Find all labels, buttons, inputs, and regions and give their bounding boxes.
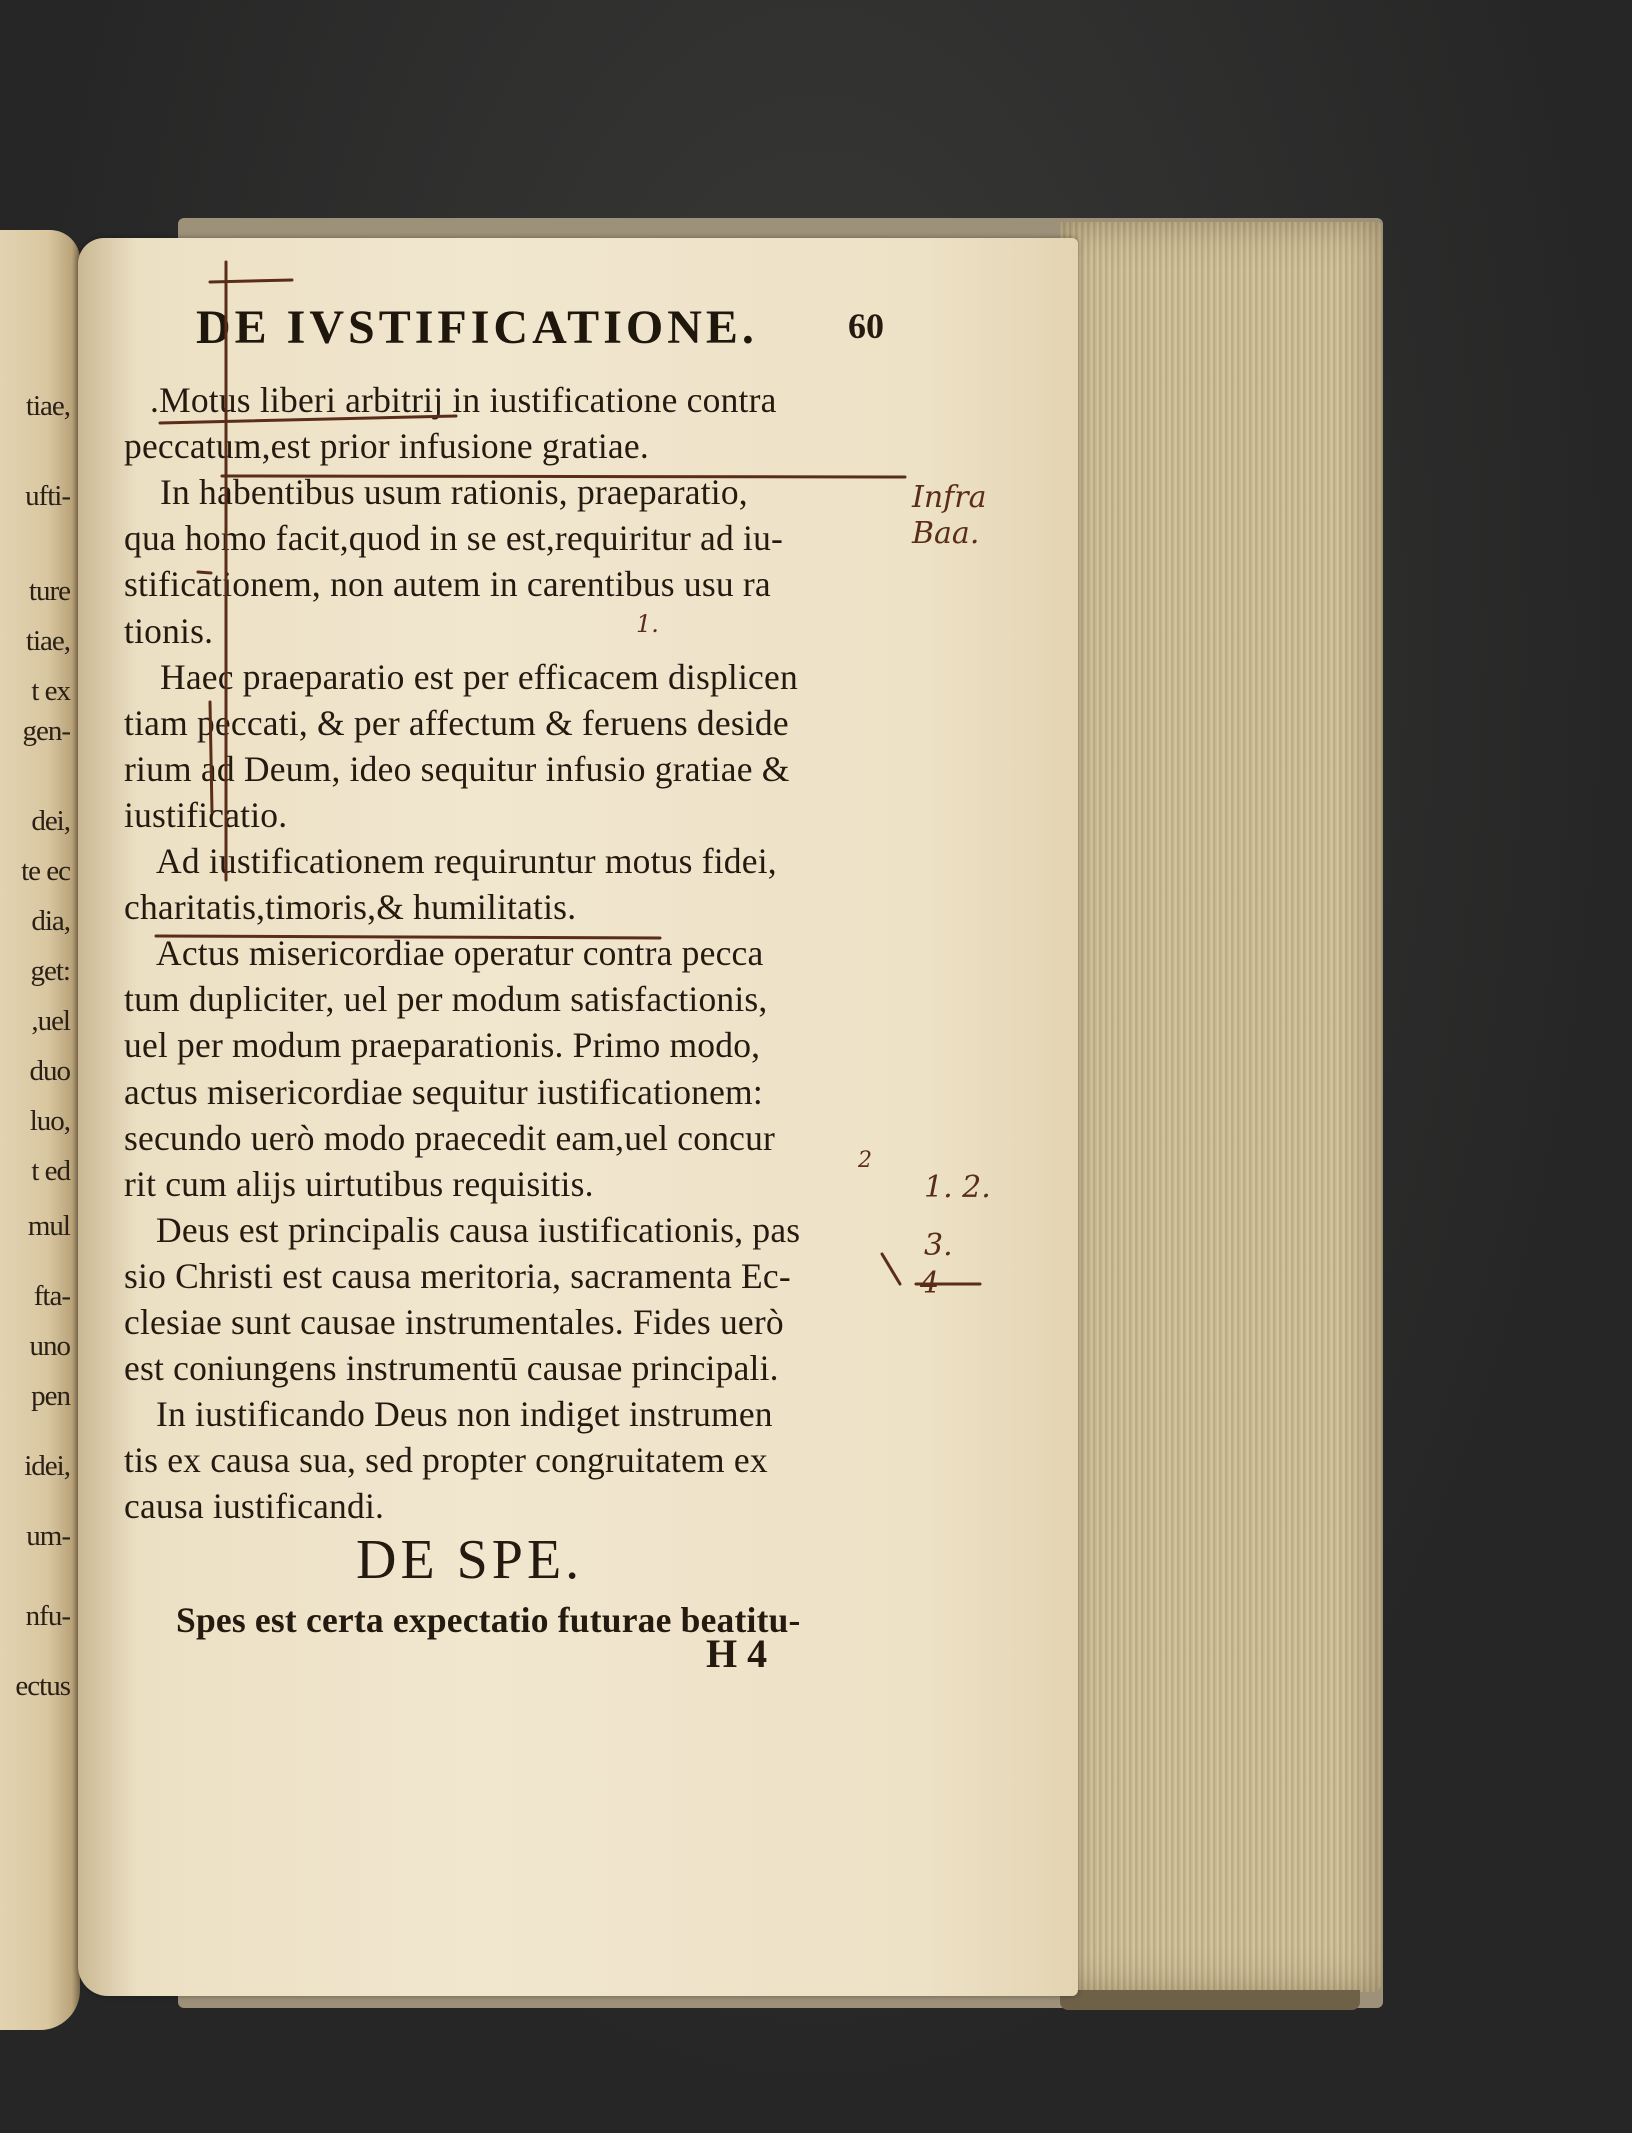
body-line: tionis. xyxy=(124,610,214,651)
left-page-fragment: uno xyxy=(29,1330,70,1362)
body-line: Deus est principalis causa iustificationis, pas xyxy=(156,1209,801,1250)
section-first-line: Spes est certa expectatio futurae beatitu- xyxy=(176,1600,801,1640)
signature-mark: H 4 xyxy=(706,1631,768,1676)
left-page-fragment: tiae, xyxy=(25,625,70,657)
body-line: charitatis,timoris,& humilitatis. xyxy=(124,887,577,928)
body-line: iustificatio. xyxy=(124,794,288,835)
interlinear-note-1: 1. xyxy=(636,610,659,638)
ink-underline-1 xyxy=(160,416,456,423)
interlinear-note-2: 2 xyxy=(858,1148,872,1173)
left-page-fragment: gen- xyxy=(22,715,70,747)
left-page-fragment: mul xyxy=(27,1210,70,1242)
body-line: uel per modum praeparationis. Primo modo, xyxy=(124,1025,761,1066)
body-line: actus misericordiae sequitur iustificationem: xyxy=(124,1071,763,1112)
ink-strike-1 xyxy=(156,936,660,938)
left-page-fragment: duo xyxy=(29,1055,70,1087)
body-line: peccatum,est prior infusione gratiae. xyxy=(124,426,649,467)
ink-bracket xyxy=(210,702,212,812)
left-page-fragment: tiae, xyxy=(25,390,70,422)
body-line: tiam peccati, & per affectum & feruens deside xyxy=(124,702,789,743)
left-page-fragment: idei, xyxy=(24,1450,70,1482)
body-line: .Motus liberi arbitrij in iustificatione contra xyxy=(150,380,777,420)
body-line: clesiae sunt causae instrumentales. Fides uerò xyxy=(124,1302,784,1342)
ink-cross-bar xyxy=(210,280,292,282)
body-line: stificationem, non autem in carentibus usu ra xyxy=(124,564,771,605)
body-line: sio Christi est causa meritoria, sacramenta Ec- xyxy=(124,1255,791,1296)
body-line: qua homo facit,quod in se est,requiritur ad iu- xyxy=(124,518,784,559)
body-line: Actus misericordiae operatur contra pecca xyxy=(156,933,764,974)
body-line: Haec praeparatio est per efficacem displicen xyxy=(160,656,798,697)
body-line: rit cum alijs uirtutibus requisitis. xyxy=(124,1163,594,1204)
left-page-fragment: te ec xyxy=(21,855,70,887)
left-page-fragment: fta- xyxy=(33,1280,70,1312)
ink-underline-2 xyxy=(222,476,905,477)
left-page-fragment: ,uel xyxy=(31,1005,70,1037)
body-line: est coniungens instrumentū causae principali. xyxy=(124,1348,779,1389)
ink-tick xyxy=(198,572,211,573)
folio-number: 60 xyxy=(848,306,884,346)
left-page-fragment: ture xyxy=(28,575,70,607)
left-page-fragment: ectus xyxy=(15,1670,70,1702)
margin-note-4: 3. xyxy=(924,1228,953,1263)
margin-note-3: 1. 2. xyxy=(924,1170,991,1205)
body-line: In iustificando Deus non indiget instrumen xyxy=(156,1394,773,1435)
margin-note-5: 4 xyxy=(920,1266,940,1301)
body-line: rium ad Deum, ideo sequitur infusio gratiae & xyxy=(124,748,790,789)
left-page-fragment: luo, xyxy=(29,1105,70,1137)
section-title: DE SPE. xyxy=(356,1529,584,1591)
left-page-fragment: get: xyxy=(30,955,70,987)
body-line: causa iustificandi. xyxy=(124,1486,385,1527)
left-page-fragment: ufti- xyxy=(25,480,70,512)
left-page-fragment: nfu- xyxy=(25,1600,70,1632)
left-page-fragment: t ed xyxy=(31,1155,70,1187)
body-line: secundo uerò modo praecedit eam,uel concur xyxy=(124,1117,776,1158)
running-head: DE IVSTIFICATIONE. xyxy=(196,301,758,354)
body-line: tis ex causa sua, sed propter congruitatem ex xyxy=(124,1440,768,1481)
margin-note-1: Infra xyxy=(912,480,987,515)
body-line: In habentibus usum rationis, praeparatio, xyxy=(160,472,748,513)
left-page-fragment: dia, xyxy=(31,905,70,937)
left-page-fragment: dei, xyxy=(31,805,70,837)
left-page-fragment: um- xyxy=(26,1520,70,1552)
ink-mark-1 xyxy=(882,1254,900,1284)
left-page-fragment: t ex xyxy=(31,675,70,707)
left-page-fragment: pen xyxy=(31,1380,70,1412)
body-line: tum dupliciter, uel per modum satisfactionis, xyxy=(124,979,768,1020)
body-line: Ad iustificationem requiruntur motus fidei, xyxy=(156,841,777,881)
margin-note-2: Baa. xyxy=(912,516,980,551)
